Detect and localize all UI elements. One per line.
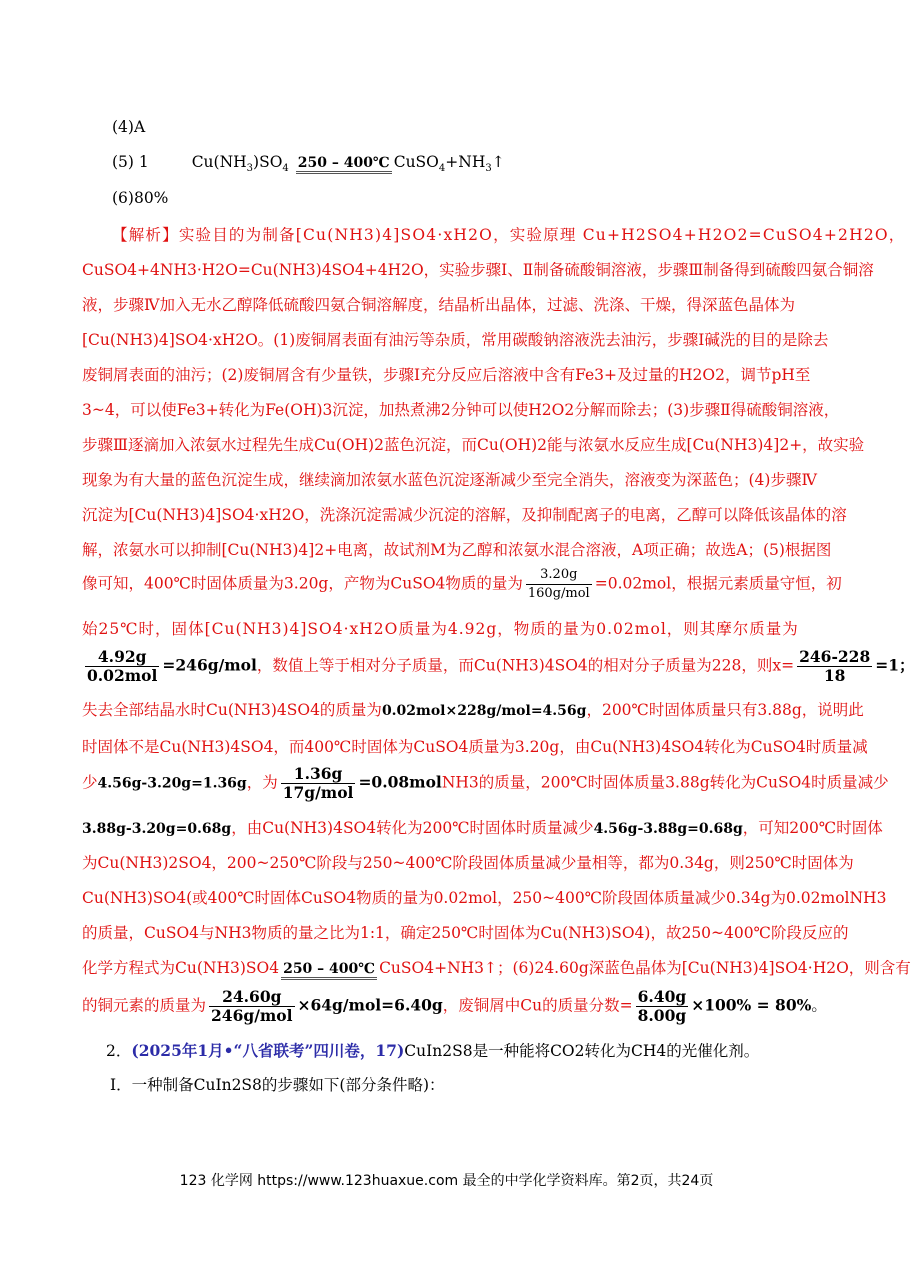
- analysis-line-18: 为Cu(NH3)2SO4，200~250℃阶段与250~400℃阶段固体质量减少量相等，都为0.34g，则250℃时固体为: [82, 854, 854, 872]
- result: =246g/mol: [162, 655, 257, 675]
- condition-text: 250 – 400℃: [283, 961, 376, 977]
- fraction: [85, 648, 159, 685]
- text: ，可知200℃时固体: [742, 819, 883, 837]
- analysis-line-13: [82, 647, 915, 685]
- text: ，为: [246, 773, 278, 792]
- fraction: [636, 988, 689, 1025]
- analysis-line-21: [82, 958, 911, 980]
- denominator: 160g/mol: [527, 586, 590, 601]
- text: 的铜元素的质量为: [82, 996, 207, 1015]
- analysis-line-3: 液，步骤Ⅳ加入无水乙醇降低硫酸四氨合铜溶解度，结晶析出晶体，过滤、洗涤、干燥，得深蓝色晶体为: [82, 296, 795, 314]
- fraction: [526, 566, 592, 603]
- fraction: [281, 765, 356, 802]
- text: ，由Cu(NH3)4SO4转化为200℃时固体时质量减少: [231, 819, 594, 837]
- fraction: [797, 648, 872, 685]
- text: CuSO4+NH3↑；(6)24.60g深蓝色晶体为[Cu(NH3)4]SO4·H2O，则含有: [379, 959, 911, 977]
- analysis-line-6: 3~4，可以使Fe3+转化为Fe(OH)3沉淀，加热煮沸2分钟可以使H2O2分解而除去；(3)步骤Ⅱ得硫酸铜溶液，: [82, 401, 840, 419]
- result: =0.08mol: [358, 772, 442, 792]
- analysis-line-15: 时固体不是Cu(NH3)4SO4，而400℃时固体为CuSO4质量为3.20g，由Cu(NH3)4SO4转化为CuSO4时质量减: [82, 738, 868, 756]
- calculation: 0.02mol×228g/mol=4.56g: [381, 703, 587, 719]
- answer-5-number: (5) 1: [112, 153, 149, 171]
- text: =0.02mol，根据元素质量守恒，初: [594, 574, 842, 593]
- analysis-line-2: CuSO4+4NH3·H2O=Cu(NH3)4SO4+4H2O，实验步骤Ⅰ、Ⅱ制备硫酸铜溶液，步骤Ⅲ制备得到硫酸四氨合铜溶: [82, 261, 874, 279]
- question-number: 2．: [106, 1042, 132, 1060]
- denominator: 0.02mol: [87, 666, 158, 685]
- result: ×100% = 80%: [691, 995, 812, 1015]
- analysis-line-10: 解，浓氨水可以抑制[Cu(NH3)4]2+电离，故试剂M为乙醇和浓氨水混合溶液，A项正确；故选A；(5)根据图: [82, 541, 832, 559]
- reaction-condition: [281, 961, 377, 980]
- reaction-condition: [296, 155, 392, 174]
- text: 像可知，400℃时固体质量为3.20g，产物为CuSO4物质的量为: [82, 574, 523, 593]
- analysis-tag: 【解析】: [112, 226, 179, 244]
- period: 。: [811, 996, 827, 1015]
- numerator: 6.40g: [637, 987, 687, 1006]
- text: ，数值上等于相对分子质量，而Cu(NH3)4SO4的相对分子质量为228，则x=: [256, 656, 795, 675]
- analysis-line-19: Cu(NH3)SO4(或400℃时固体CuSO4物质的量为0.02mol，250~400℃阶段固体质量减少0.34g为0.02molNH3: [82, 889, 887, 907]
- denominator: 17g/mol: [282, 783, 354, 802]
- answer-6: (6)80%: [112, 189, 169, 207]
- reactant: Cu(NH: [191, 153, 247, 171]
- answer-5: [112, 152, 842, 174]
- numerator: 4.92g: [85, 648, 159, 667]
- analysis-line-8: 现象为有大量的蓝色沉淀生成，继续滴加浓氨水蓝色沉淀逐渐减少至完全消失，溶液变为深蓝色；(4)步骤Ⅳ: [82, 471, 817, 489]
- analysis-line-20: 的质量，CuSO4与NH3物质的量之比为1:1，确定250℃时固体为Cu(NH3)SO4)，故250~400℃阶段反应的: [82, 924, 849, 942]
- question-source: (2025年1月•“八省联考”四川卷，17): [131, 1041, 405, 1060]
- analysis-line-1: [112, 225, 906, 245]
- analysis-line-16: [82, 764, 889, 802]
- question-2-part-1: Ⅰ．一种制备CuIn2S8的步骤如下(部分条件略)：: [110, 1076, 445, 1094]
- condition-text: 250 – 400℃: [297, 155, 390, 171]
- text: 失去全部结晶水时Cu(NH3)4SO4的质量为: [82, 701, 382, 719]
- text: 少: [82, 773, 98, 792]
- analysis-line-5: 废铜屑表面的油污；(2)废铜屑含有少量铁，步骤Ⅰ充分反应后溶液中含有Fe3+及过量的H2O2，调节pH至: [82, 366, 811, 384]
- numerator: 24.60g: [209, 988, 294, 1007]
- numerator: 246-228: [799, 647, 871, 666]
- denominator: 246g/mol: [211, 1006, 293, 1025]
- result: =1；: [875, 655, 915, 675]
- question-text: CuIn2S8是一种能将CO2转化为CH4的光催化剂。: [404, 1042, 760, 1060]
- text: NH3的质量，200℃时固体质量3.88g转化为CuSO4时质量减少: [441, 773, 889, 792]
- analysis-line-14: [82, 700, 864, 721]
- analysis-line-4: [Cu(NH3)4]SO4·xH2O。(1)废铜屑表面有油污等杂质，常用碳酸钠溶液洗去油污，步骤Ⅰ碱洗的目的是除去: [82, 331, 829, 349]
- calculation: 4.56g-3.88g=0.68g: [593, 821, 743, 837]
- analysis-line-7: 步骤Ⅲ逐滴加入浓氨水过程先生成Cu(OH)2蓝色沉淀，而Cu(OH)2能与浓氨水反应生成[Cu(NH3)4]2+，故实验: [82, 436, 865, 454]
- analysis-line-12: 始25℃时，固体[Cu(NH3)4]SO4·xH2O质量为4.92g，物质的量为0.02mol，则其摩尔质量为: [82, 620, 799, 638]
- answer-5-equation: $Cu(NH_3)SO_4$ 250 – 400℃ $CuSO_4+NH_3↑$: [191, 153, 505, 175]
- result: ×64g/mol=6.40g: [297, 995, 443, 1015]
- analysis-line-11: [82, 566, 842, 603]
- analysis-line-9: 沉淀为[Cu(NH3)4]SO4·xH2O，洗涤沉淀需减少沉淀的溶解，及抑制配离子的电离，乙醇可以降低该晶体的溶: [82, 506, 847, 524]
- question-2: [106, 1041, 836, 1061]
- text: ，废铜屑中Cu的质量分数=: [442, 996, 633, 1015]
- answer-4: (4)A: [112, 118, 146, 136]
- calculation: 4.56g-3.20g=1.36g: [97, 775, 247, 792]
- text: 化学方程式为Cu(NH3)SO4: [82, 959, 280, 977]
- analysis-line-22: [82, 987, 827, 1025]
- calculation: 3.88g-3.20g=0.68g: [82, 821, 232, 837]
- page-footer: 123 化学网 https://www.123huaxue.com 最全的中学化学资料库。第2页，共24页: [179, 1173, 714, 1189]
- denominator: 8.00g: [637, 1006, 687, 1025]
- fraction: [209, 988, 294, 1025]
- analysis-text: 实验目的为制备[Cu(NH3)4]SO4·xH2O，实验原理 Cu+H2SO4+H2O2=CuSO4+2H2O，: [178, 226, 906, 244]
- text: ，200℃时固体质量只有3.88g，说明此: [586, 701, 864, 719]
- numerator: 3.20g: [526, 566, 592, 585]
- denominator: 18: [823, 666, 846, 685]
- numerator: 1.36g: [281, 765, 356, 784]
- analysis-line-17: [82, 818, 883, 839]
